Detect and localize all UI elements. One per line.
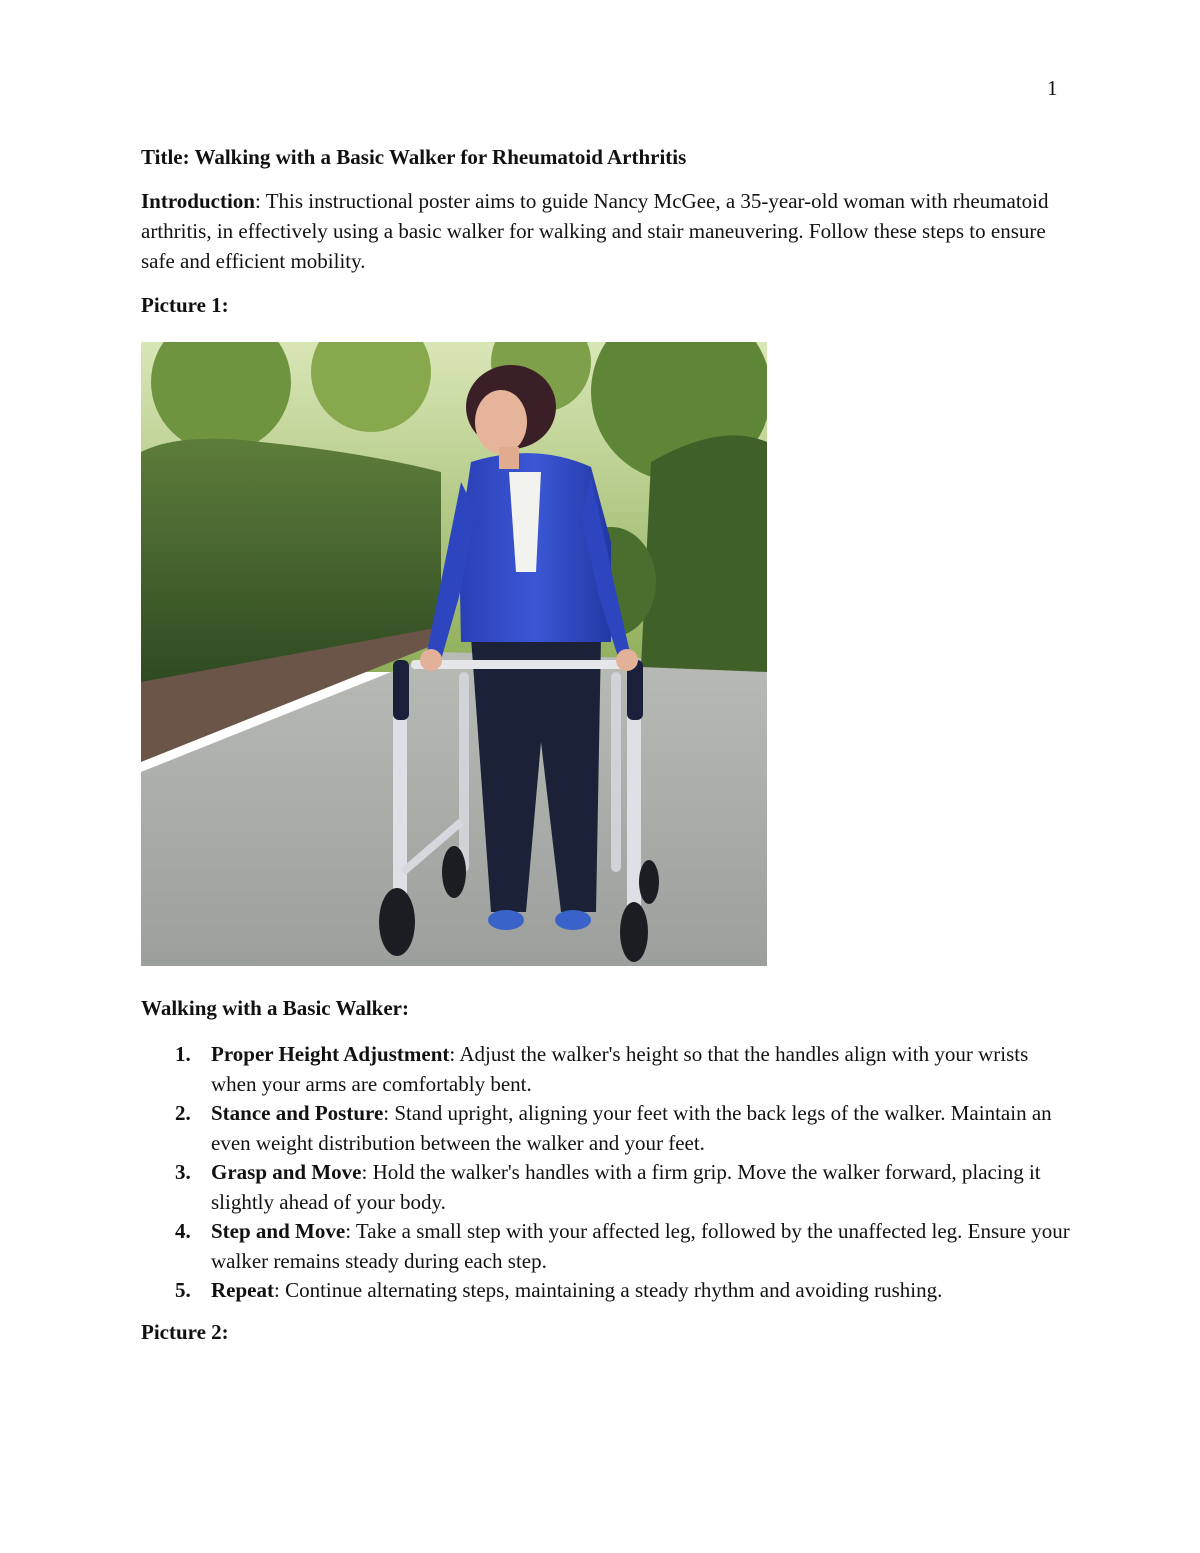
picture-1-label: Picture 1: — [141, 293, 229, 317]
walker-wheel — [639, 860, 659, 904]
walker-wheel — [620, 902, 648, 962]
walking-steps-list — [141, 1040, 1071, 1306]
page-number: 1 — [1047, 76, 1058, 100]
list-item — [141, 1158, 1071, 1217]
neck — [499, 447, 519, 469]
step-name: Step and Move — [211, 1219, 346, 1243]
walker-wheel — [379, 888, 415, 956]
picture-2-label: Picture 2: — [141, 1320, 229, 1344]
right-hand — [616, 649, 638, 671]
list-item — [141, 1040, 1071, 1099]
document-title: Title: Walking with a Basic Walker for Rheumatoid Arthritis — [141, 145, 687, 169]
list-item — [141, 1276, 1071, 1306]
face — [475, 390, 527, 454]
list-item — [141, 1099, 1071, 1158]
step-text: : Take a small step with your affected leg, followed by the unaffected leg. Ensure your walker remains steady during each step. — [211, 1219, 1070, 1273]
right-hedge — [641, 435, 767, 672]
step-text: : Adjust the walker's height so that the handles align with your wrists when your arms are comfortably bent. — [211, 1042, 1029, 1096]
introduction-label: Introduction — [141, 189, 255, 213]
step-number: 2. — [175, 1101, 191, 1125]
walker-wheel — [442, 846, 466, 898]
step-name: Repeat — [211, 1278, 274, 1302]
walker-handle-bar — [411, 660, 636, 669]
step-text: : Stand upright, aligning your feet with the back legs of the walker. Maintain an even weight distribution between the walker and your feet. — [211, 1101, 1052, 1155]
step-number: 4. — [175, 1219, 191, 1243]
step-name: Grasp and Move — [211, 1160, 362, 1184]
step-number: 3. — [175, 1160, 191, 1184]
walker-left-grip — [393, 660, 409, 720]
left-hand — [420, 649, 442, 671]
step-text: : Continue alternating steps, maintaining a steady rhythm and avoiding rushing. — [273, 1278, 943, 1302]
step-number: 1. — [175, 1042, 191, 1066]
list-item — [141, 1217, 1071, 1276]
walker-back-leg — [459, 672, 469, 872]
step-name: Proper Height Adjustment — [211, 1042, 450, 1066]
step-text: : Hold the walker's handles with a firm grip. Move the walker forward, placing it slightly ahead of your body. — [211, 1160, 1041, 1214]
step-name: Stance and Posture — [211, 1101, 384, 1125]
introduction-text: : This instructional poster aims to guide Nancy McGee, a 35-year-old woman with rheumatoid arthritis, in effectively using a basic walker for walking and stair maneuvering. Follow these steps to ensure safe and efficient mobility. — [141, 189, 1049, 273]
walker-photo — [141, 342, 767, 966]
right-shoe — [555, 910, 591, 930]
introduction-paragraph — [141, 186, 1061, 276]
walker-back-leg — [611, 672, 621, 872]
walking-section-heading: Walking with a Basic Walker: — [141, 996, 409, 1020]
left-shoe — [488, 910, 524, 930]
step-number: 5. — [175, 1278, 191, 1302]
